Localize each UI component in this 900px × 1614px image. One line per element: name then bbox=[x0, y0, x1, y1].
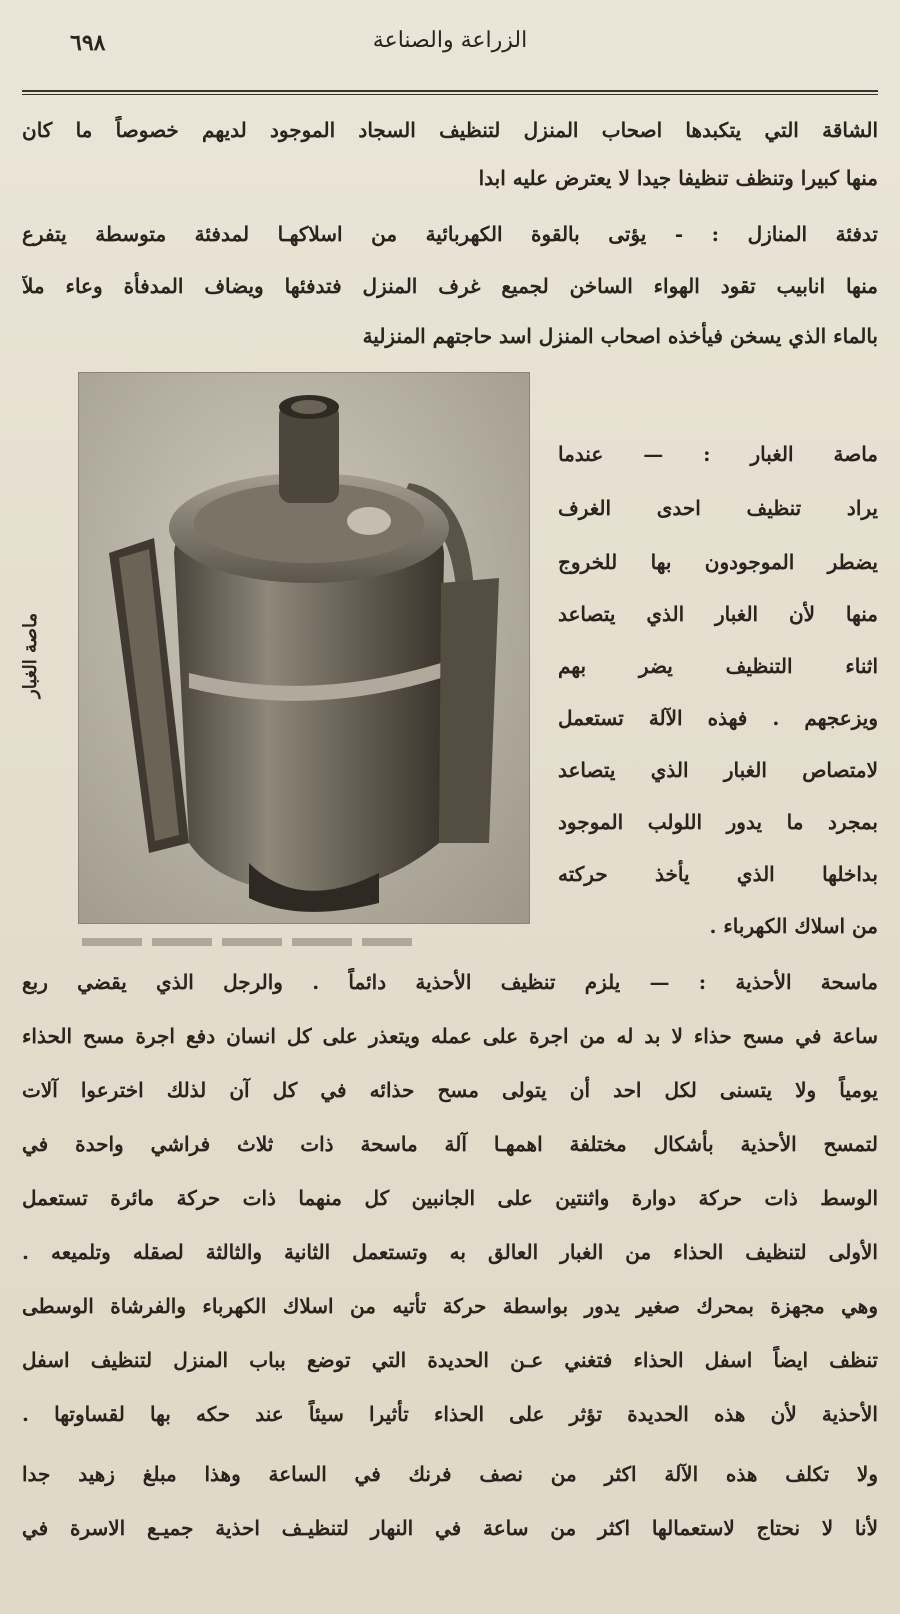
text-line: بمجرد ما يدور اللولب الموجود bbox=[558, 810, 878, 834]
text-line: منها لأن الغبار الذي يتصاعد bbox=[558, 602, 878, 626]
text-line: الأولى لتنظيف الحذاء من الغبار العالق به وتستعمل الثانية والثالثة لصقله وتلميعه . bbox=[22, 1240, 878, 1264]
header-rule bbox=[22, 90, 878, 95]
text-line: الشاقة التي يتكبدها اصحاب المنزل لتنظيف السجاد الموجود لديهم خصوصاً ما كان bbox=[22, 118, 878, 142]
figure-caption: ماصة الغبار bbox=[20, 612, 41, 698]
text-line: الأحذية لأن هذه الحديدة تؤثر على الحذاء تأثيرا سيئاً عند حكه بها لقساوتها . bbox=[22, 1402, 878, 1426]
text-line: ماسحة الأحذية : — يلزم تنظيف الأحذية دائماً . والرجل الذي يقضي ربع bbox=[22, 970, 878, 994]
text-line: بالماء الذي يسخن فيأخذه اصحاب المنزل اسد حاجتهم المنزلية bbox=[362, 324, 878, 348]
text-line: من اسلاك الكهرباء . bbox=[709, 914, 878, 938]
text-line: يراد تنظيف احدى الغرف bbox=[558, 496, 878, 520]
text-line: يومياً ولا يتسنى لكل احد أن يتولى مسح حذائه في كل آن لذلك اخترعوا آلات bbox=[22, 1078, 878, 1102]
figure-bottom-strip bbox=[82, 938, 412, 946]
text-line: ماصة الغبار : — عندما bbox=[558, 442, 878, 466]
vacuum-cleaner-photo bbox=[78, 372, 530, 924]
text-line: لتمسح الأحذية بأشكال مختلفة اهمهـا آلة ماسحة ذات ثلاث فراشي واحدة في bbox=[22, 1132, 878, 1156]
text-line: ولا تكلف هذه الآلة اكثر من نصف فرنك في الساعة وهذا مبلغ زهيد جدا bbox=[22, 1462, 878, 1486]
text-line: وهي مجهزة بمحرك صغير يدور بواسطة حركة تأتيه من اسلاك الكهرباء والفرشاة الوسطى bbox=[22, 1294, 878, 1318]
text-line: لامتصاص الغبار الذي يتصاعد bbox=[558, 758, 878, 782]
text-line: الوسط ذات حركة دوارة واثنتين على الجانبين كل منهما ذات حركة مائرة تستعمل bbox=[22, 1186, 878, 1210]
text-line: تنظف ايضاً اسفل الحذاء فتغني عـن الحديدة التي توضع بباب المنزل لتنظيف اسفل bbox=[22, 1348, 878, 1372]
text-line: منها انابيب تقود الهواء الساخن لجميع غرف المنزل فتدفئها ويضاف المدفأة وعاء ملآ bbox=[22, 274, 878, 298]
page-header bbox=[40, 22, 860, 66]
text-line: بداخلها الذي يأخذ حركته bbox=[558, 862, 878, 886]
text-line: لأنا لا نحتاج لاستعمالها اكثر من ساعة في النهار لتنظيـف احذية جميـع الاسرة في bbox=[22, 1516, 878, 1540]
text-line: تدفئة المنازل : - يؤتى بالقوة الكهربائية من اسلاكهـا لمدفئة متوسطة يتفرع bbox=[22, 222, 878, 246]
text-line: ويزعجهم . فهذه الآلة تستعمل bbox=[558, 706, 878, 730]
text-line: ساعة في مسح حذاء لا بد له من اجرة على عمله ويتعذر على كل انسان دفع اجرة مسح الحذاء bbox=[22, 1024, 878, 1048]
text-line: اثناء التنظيف يضر بهم bbox=[558, 654, 878, 678]
text-line: يضطر الموجودون بها للخروج bbox=[558, 550, 878, 574]
page-number: ٦٩٨ bbox=[70, 30, 106, 56]
text-line: منها كبيرا وتنظف تنظيفا جيدا لا يعترض عليه ابدا bbox=[478, 166, 878, 190]
vacuum-cleaner-illustration bbox=[79, 373, 529, 923]
running-title: الزراعة والصناعة bbox=[372, 28, 528, 53]
